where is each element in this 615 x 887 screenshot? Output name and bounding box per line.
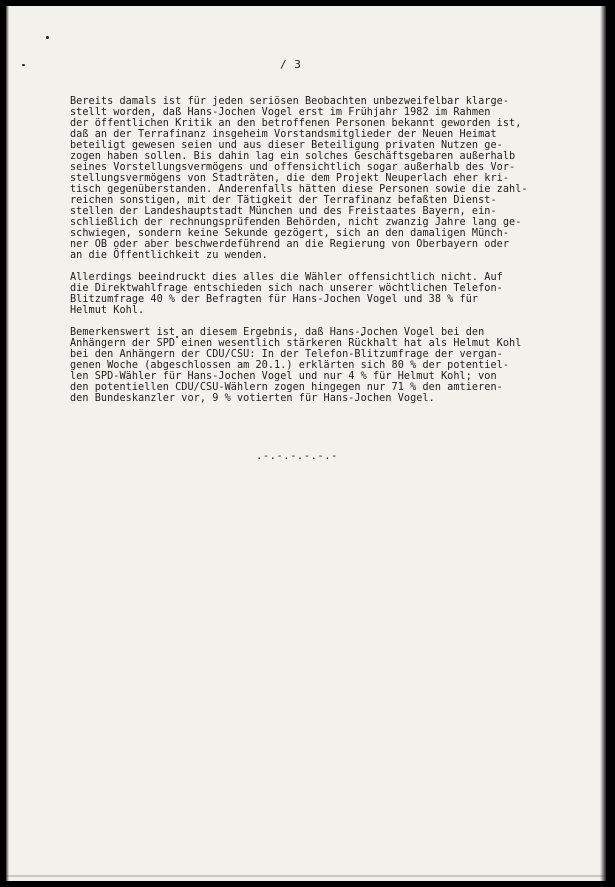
paragraph [70, 96, 590, 261]
section-separator: .-.-.-.-.-.- [256, 450, 338, 462]
scan-edge-right [600, 6, 606, 881]
text-line: len SPD-Wähler für Hans-Jochen Vogel und nur 4 % für Helmut Kohl; von [70, 371, 497, 382]
text-line: daß an der Terrafinanz insgeheim Vorstandsmitglieder der Neuen Heimat [70, 129, 497, 140]
text-line: seines Vorstellungsvermögens und offensichtlich sogar außerhalb des Vor- [70, 162, 516, 173]
text-line: stellt worden, daß Hans-Jochen Vogel erst im Frühjahr 1982 im Rahmen [70, 107, 491, 118]
text-line: zogen haben sollen. Bis dahin lag ein solches Geschäftsgebaren außerhalb [70, 151, 516, 162]
scan-speck [46, 36, 49, 39]
text-line: die Direktwahlfrage entschieden sich nach unserer wöchtlichen Telefon- [70, 283, 503, 294]
text-line: schwiegen, sondern keine Sekunde gezögert, sich an den damaligen Münch- [70, 228, 510, 239]
document-body [70, 96, 590, 415]
text-line: Allerdings beeindruckt dies alles die Wähler offensichtlich nicht. Auf [70, 272, 503, 283]
text-line: an die Öffentlichkeit zu wenden. [70, 250, 268, 261]
paragraph [70, 327, 590, 404]
text-line: Anhängern der SPD einen wesentlich stärkeren Rückhalt hat als Helmut Kohl [70, 338, 522, 349]
document-page [6, 6, 606, 881]
text-line: stellungsvermögens von Stadträten, die dem Projekt Neuperlach eher kri- [70, 173, 510, 184]
text-line: Bereits damals ist für jeden seriösen Beobachten unbezweifelbar klarge- [70, 96, 510, 107]
text-line: den Bundeskanzler vor, 9 % votierten für Hans-Jochen Vogel. [70, 393, 435, 404]
text-line: ner OB oder aber beschwerdeführend an die Regierung von Oberbayern oder [70, 239, 510, 250]
text-line: beteiligt gewesen seien und aus dieser Beteiligung privaten Nutzen ge- [70, 140, 503, 151]
scan-bottom-edge [6, 875, 606, 877]
text-line: bei den Anhängern der CDU/CSU: In der Telefon-Blitzumfrage der vergan- [70, 349, 503, 360]
text-line: Bemerkenswert ist an diesem Ergebnis, daß Hans-Jochen Vogel bei den [70, 327, 485, 338]
text-line: Helmut Kohl. [70, 305, 145, 316]
text-line: stellen der Landeshauptstadt München und des Freistaates Bayern, ein- [70, 206, 497, 217]
text-line: der öffentlichen Kritik an den betroffenen Personen bekannt geworden ist, [70, 118, 522, 129]
text-line: tisch gegenüberstanden. Anderenfalls hätten diese Personen sowie die zahl- [70, 184, 528, 195]
text-line: schließlich der rechnungsprüfenden Behörden, nicht zwanzig Jahre lang ge- [70, 217, 522, 228]
text-line: Blitzumfrage 40 % der Befragten für Hans-Jochen Vogel und 38 % für [70, 294, 479, 305]
scan-edge-left [6, 6, 9, 881]
paragraph [70, 272, 590, 316]
text-line: den potentiellen CDU/CSU-Wählern zogen hingegen nur 71 % den amtieren- [70, 382, 503, 393]
text-line: reichen sonstigen, mit der Tätigkeit der Terrafinanz befaßten Dienst- [70, 195, 497, 206]
text-line: genen Woche (abgeschlossen am 20.1.) erklärten sich 80 % der potentiel- [70, 360, 510, 371]
page-number: / 3 [280, 58, 302, 71]
scan-speck [22, 64, 25, 66]
